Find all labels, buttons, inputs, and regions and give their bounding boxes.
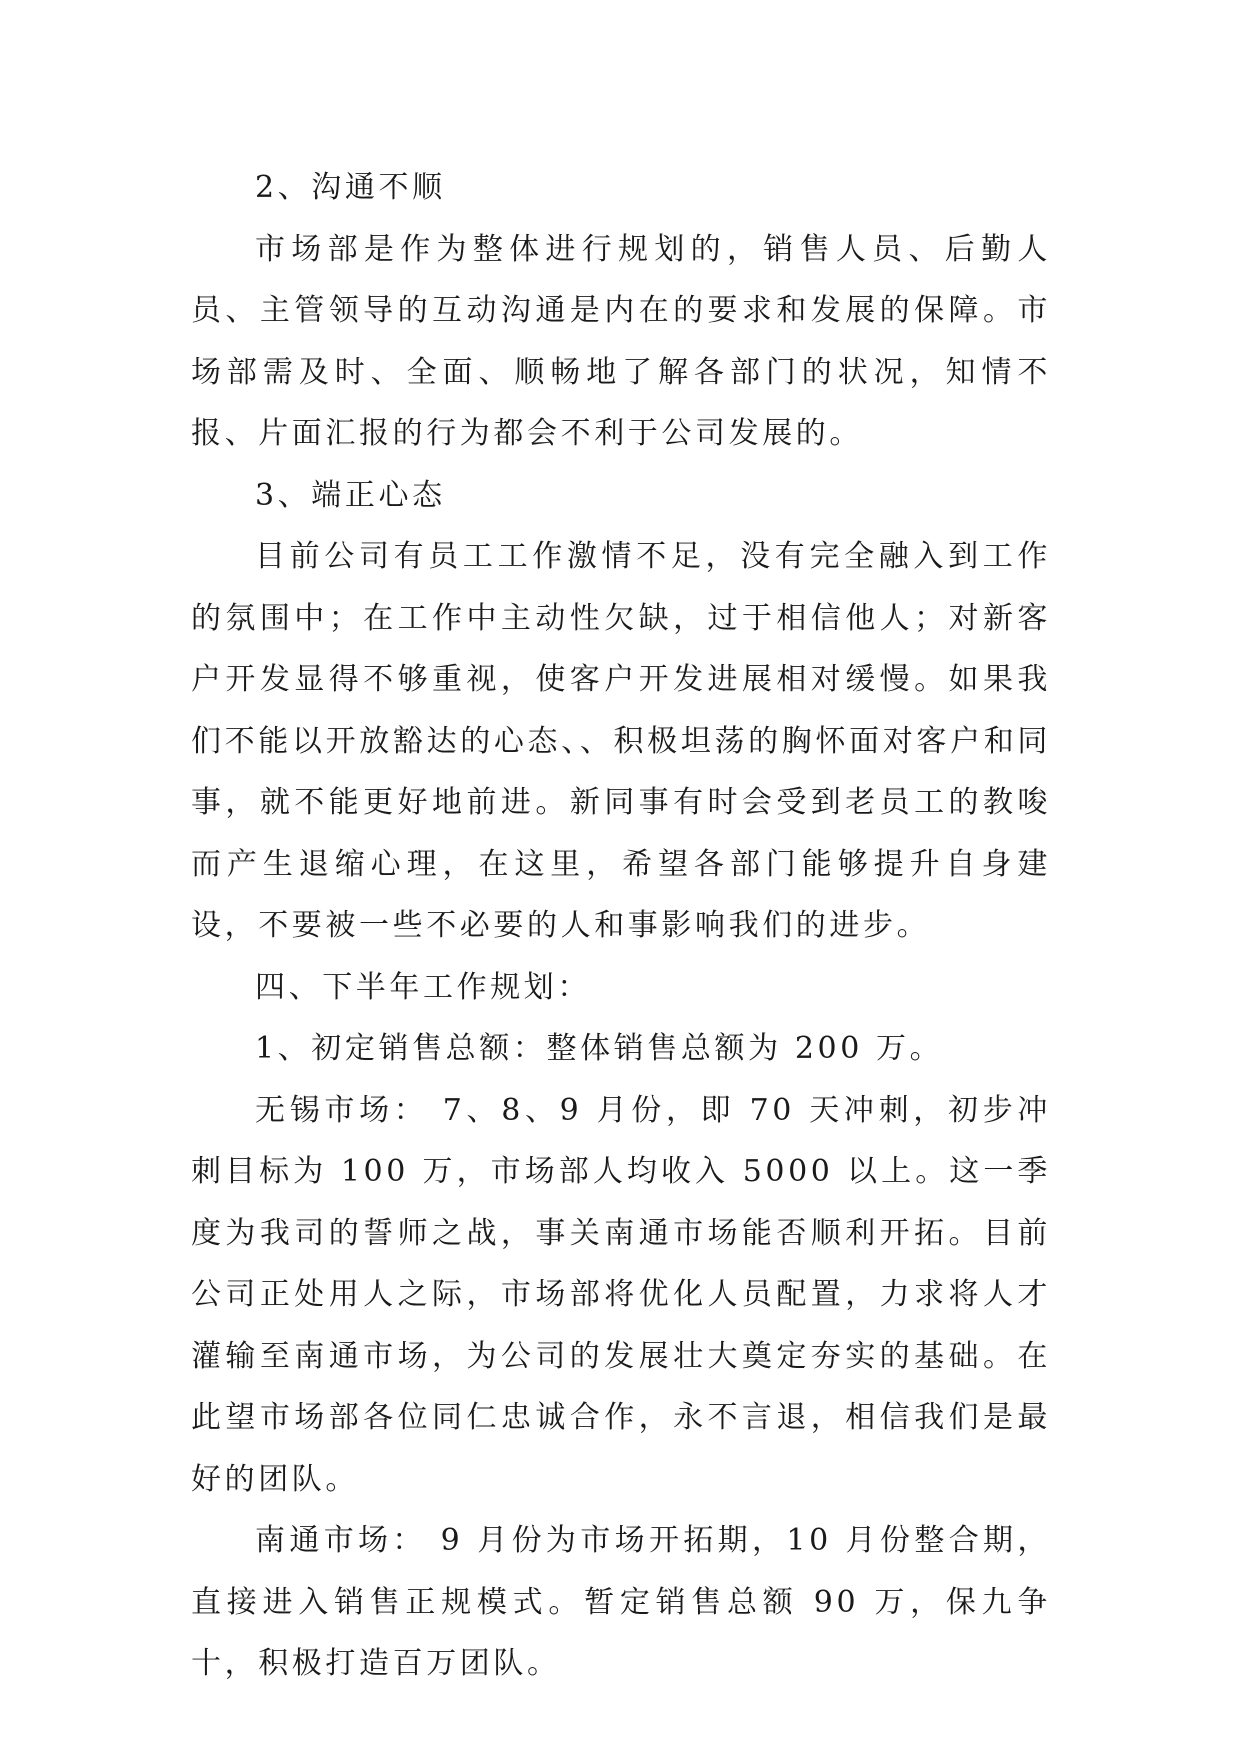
heading-sales-target: 1、初定销售总额：整体销售总额为 200 万。: [255, 1031, 944, 1066]
paragraph-communication: 市场部是作为整体进行规划的，销售人员、后勤人员、主管领导的互动沟通是内在的要求和发展的保障。市场部需及时、全面、顺畅地了解各部门的状况，知情不报、片面汇报的行为都会不利于公司发展的。: [191, 231, 1051, 451]
heading-second-half-plan: 四、下半年工作规划：: [255, 969, 591, 1005]
document-body: [191, 157, 1051, 1695]
paragraph-attitude: 目前公司有员工工作激情不足，没有完全融入到工作的氛围中；在工作中主动性欠缺，过于相信他人；对新客户开发显得不够重视，使客户开发进展相对缓慢。如果我们不能以开放豁达的心态、、积极坦荡的胸怀面对客户和同事，就不能更好地前进。新同事有时会受到老员工的教唆而产生退缩心理，在这里，希望各部门能够提升自身建设，不要被一些不必要的人和事影响我们的进步。: [191, 539, 1051, 943]
paragraph-nantong-market: 南通市场： 9 月份为市场开拓期，10 月份整合期，直接进入销售正规模式。暂定销售总额 90 万，保九争十，积极打造百万团队。: [191, 1523, 1051, 1681]
paragraph-wuxi-market: 无锡市场： 7、8、9 月份，即 70 天冲刺，初步冲刺目标为 100 万，市场部人均收入 5000 以上。这一季度为我司的誓师之战，事关南通市场能否顺利开拓。目前公司正处用人之际，市场部将优化人员配置，力求将人才灌输至南通市场，为公司的发展壮大奠定夯实的基础。在此望市场部各位同仁忠诚合作，永不言退，相信我们是最好的团队。: [191, 1092, 1051, 1497]
heading-attitude: 3、端正心态: [255, 477, 446, 513]
heading-communication: 2、沟通不顺: [255, 170, 446, 205]
